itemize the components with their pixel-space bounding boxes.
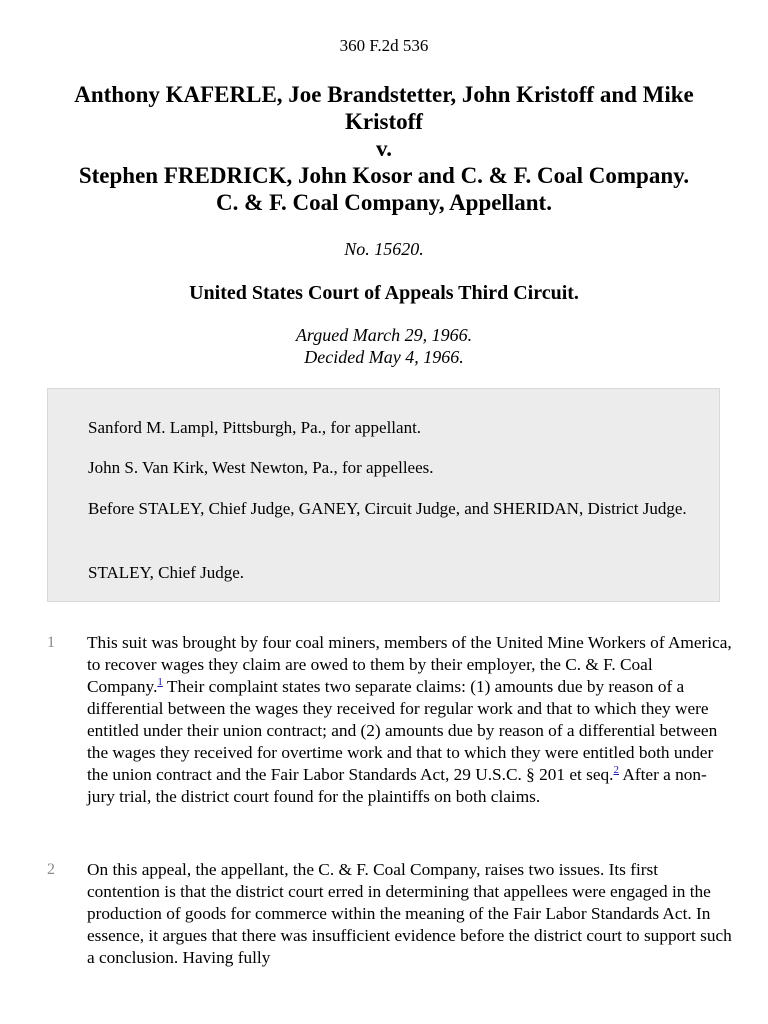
decided-date: Decided May 4, 1966. (304, 347, 464, 367)
caption-versus: v. (376, 136, 392, 161)
counsel-panel (47, 388, 720, 602)
caption-defendants: Stephen FREDRICK, John Kosor and C. & F. Coal Company. (78, 163, 690, 188)
footnote-link-2[interactable]: 2 (613, 764, 619, 777)
case-caption (30, 81, 738, 216)
opinion-author: STALEY, Chief Judge. (88, 563, 245, 582)
footnote-link-1[interactable]: 1 (157, 676, 163, 689)
appellant-counsel: Sanford M. Lampl, Pittsburgh, Pa., for appellant. (88, 418, 422, 437)
argued-date: Argued March 29, 1966. (295, 325, 473, 345)
paragraph-text-part: This suit was brought by four coal miners, members of the United Mine Workers of America, to recover wages they claim are owed to them by their employer, the C. & F. Coal Company. (87, 633, 732, 696)
court-name: United States Court of Appeals Third Circuit. (189, 282, 579, 304)
docket-number: No. 15620. (344, 239, 424, 259)
case-dates (0, 324, 768, 368)
bench-panel: Before STALEY, Chief Judge, GANEY, Circuit Judge, and SHERIDAN, District Judge. (88, 499, 687, 518)
paragraph-text (87, 632, 732, 808)
caption-plaintiffs-line-2: Kristoff (345, 109, 423, 134)
paragraph-number: 2 (47, 861, 55, 878)
appellees-counsel: John S. Van Kirk, West Newton, Pa., for appellees. (88, 458, 434, 477)
paragraph-text: On this appeal, the appellant, the C. & F. Coal Company, raises two issues. Its first contention is that the district court erred in determining that appellees were engaged in the production of goods for commerce within the meaning of the Fair Labor Standards Act. In essence, it argues that there was insufficient evidence before the district court to support such a conclusion. Having fully (87, 860, 732, 967)
caption-appellant: C. & F. Coal Company, Appellant. (216, 190, 552, 215)
paragraph-number: 1 (47, 634, 55, 651)
case-citation: 360 F.2d 536 (339, 36, 429, 55)
caption-plaintiffs-line-1: Anthony KAFERLE, Joe Brandstetter, John Kristoff and Mike (74, 82, 694, 107)
paragraph-text-part: Their complaint states two separate claims: (1) amounts due by reason of a differential between the wages they received for regular work and that to which they were entitled under their union contract; and (2) amounts due by reason of a differential between the wages they received for overtime work and that to which they were entitled both under the union contract and the Fair Labor Standards Act, 29 U.S.C. § 201 et seq. (87, 677, 718, 784)
paragraph-text-part: After a non-jury trial, the district court found for the plaintiffs on both claims. (87, 765, 707, 806)
